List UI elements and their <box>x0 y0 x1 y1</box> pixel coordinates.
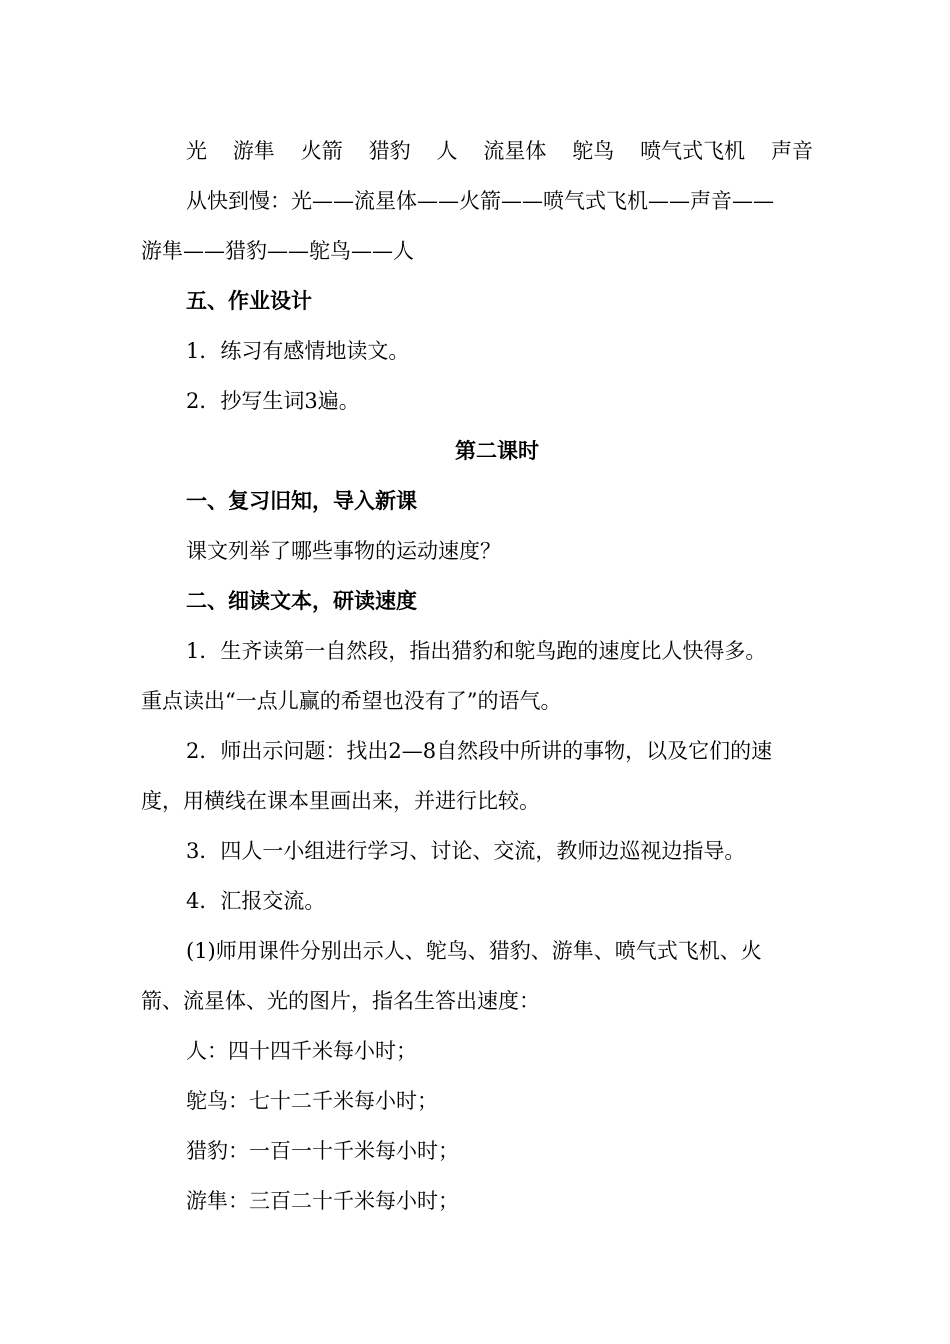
step-2-line-2: 度，用横线在课本里画出来，并进行比较。 <box>141 789 540 813</box>
step-2-line-1: 2．师出示问题：找出2—8自然段中所讲的事物，以及它们的速 <box>186 739 773 763</box>
speed-ostrich: 鸵鸟：七十二千米每小时； <box>186 1089 438 1113</box>
speed-cheetah: 猎豹：一百一十千米每小时； <box>186 1139 459 1163</box>
speed-items-row <box>186 136 813 166</box>
step-4-sub-1-line-1: (1)师用课件分别出示人、鸵鸟、猎豹、游隼、喷气式飞机、火 <box>186 939 762 963</box>
speed-item: 流星体 <box>483 139 547 163</box>
step-1-line-1: 1．生齐读第一自然段，指出猎豹和鸵鸟跑的速度比人快得多。 <box>186 639 767 663</box>
section-1-heading: 一、复习旧知，导入新课 <box>186 489 417 513</box>
speed-item: 喷气式飞机 <box>640 139 746 163</box>
section-5-heading: 五、作业设计 <box>186 289 312 313</box>
speed-item: 火箭 <box>300 139 343 163</box>
speed-item: 人 <box>436 139 458 163</box>
homework-2: 2．抄写生词3遍。 <box>186 389 360 413</box>
speed-falcon: 游隼：三百二十千米每小时； <box>186 1189 459 1213</box>
step-3: 3．四人一小组进行学习、讨论、交流，教师边巡视边指导。 <box>186 839 746 863</box>
order-line-1: 从快到慢：光——流星体——火箭——喷气式飞机——声音—— <box>186 189 774 213</box>
speed-item: 光 <box>186 139 207 163</box>
speed-item: 猎豹 <box>368 139 411 163</box>
section-2-heading: 二、细读文本，研读速度 <box>186 589 417 613</box>
speed-item: 声音 <box>771 139 813 163</box>
step-1-line-2: 重点读出“一点儿赢的希望也没有了”的语气。 <box>141 689 562 713</box>
lesson-2-title: 第二课时 <box>455 439 539 463</box>
order-line-2: 游隼——猎豹——鸵鸟——人 <box>141 239 414 263</box>
speed-item: 游隼 <box>232 139 275 163</box>
step-4: 4．汇报交流。 <box>186 889 326 913</box>
review-question: 课文列举了哪些事物的运动速度？ <box>186 539 501 563</box>
speed-item: 鸵鸟 <box>572 139 615 163</box>
homework-1: 1．练习有感情地读文。 <box>186 339 410 363</box>
step-4-sub-1-line-2: 箭、流星体、光的图片，指名生答出速度： <box>141 989 540 1013</box>
speed-person: 人：四十四千米每小时； <box>186 1039 417 1063</box>
